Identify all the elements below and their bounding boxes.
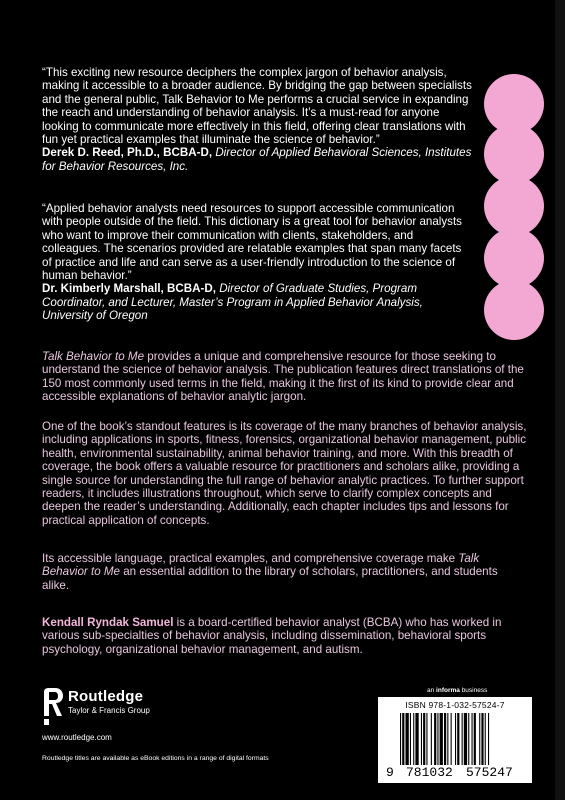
barcode-bar — [479, 713, 480, 765]
publisher-name: Routledge — [68, 688, 144, 705]
barcode-bar — [451, 713, 452, 765]
barcode-bar — [437, 713, 438, 765]
routledge-logo — [42, 686, 202, 730]
barcode-bar — [488, 713, 489, 765]
description-paragraph-1 — [42, 350, 527, 404]
paragraph-text: an essential addition to the library of scholars, practitioners, and students alike. — [42, 565, 498, 592]
description-paragraph-2: One of the book’s standout features is its coverage of the many branches of behavior analysis, including applications in sports, fitness, forensics, organizational behavior management, public health, environmental sustainability, animal behavior training, and more. With this breadth of coverage, the book offers a valuable resource for practitioners and scholars alike, providing a single source for understanding the full range of behavior analytic practices. To further support readers, it includes illustrations throughout, which serve to clarify complex concepts and deepen the reader’s understanding. Additionally, each chapter includes tips and lessons for practical application of concepts. — [42, 420, 527, 527]
author-bio-text: is a board-certified behavior analyst (BCBA) who has worked in various sub-specialties of behavior analysis, including dissemination, behavioral sports psychology, organizational behavior management, and autism. — [42, 616, 502, 656]
endorsement-quote-2 — [42, 202, 472, 323]
pink-circle-decoration — [484, 228, 544, 288]
barcode-bar — [444, 713, 446, 765]
informa-business-label: an informa business — [427, 687, 488, 694]
barcode-bar — [406, 713, 409, 765]
quote-attribution — [42, 146, 472, 173]
barcode-bar — [440, 713, 443, 765]
isbn-barcode — [378, 697, 532, 783]
quote-attribution — [42, 282, 472, 322]
barcode-bar — [431, 713, 432, 765]
isbn-number: ISBN 978-1-032-57524-7 — [405, 700, 505, 710]
informa-wordmark: informa — [436, 687, 460, 694]
barcode-bars-icon — [400, 713, 524, 765]
quote-author: Dr. Kimberly Marshall, BCBA-D, — [42, 282, 216, 296]
barcode-bar — [472, 713, 473, 765]
barcode-digit-first: 9 — [386, 765, 394, 780]
barcode-bar — [421, 713, 422, 765]
paragraph-text: Its accessible language, practical examples, and comprehensive coverage make — [42, 552, 459, 565]
barcode-bar — [426, 713, 427, 765]
barcode-bar — [474, 713, 476, 765]
barcode-bar — [413, 713, 414, 765]
barcode-bar — [415, 713, 418, 765]
author-name: Kendall Ryndak Samuel — [42, 616, 174, 629]
barcode-bar — [457, 713, 459, 765]
paragraph-text: provides a unique and comprehensive resource for those seeking to understand the science of behavior analysis. The publication features direct translations of the 150 most commonly used terms in the field, making it the first of its kind to provide clear and accessible explanations of behavior analytic jargon. — [42, 350, 524, 404]
barcode-bar — [434, 713, 436, 765]
quote-author-role: Director of Graduate Studies, Program Coordinator, and Lecturer, Master’s Program in Applied Behavior Analysis, University of Oregon — [42, 282, 423, 323]
barcode-digit-group: 575247 — [466, 765, 513, 780]
quote-author-role: Director of Applied Behavioral Sciences, Institutes for Behavior Resources, Inc. — [42, 146, 472, 173]
pink-circle-decoration — [484, 176, 544, 236]
publisher-group: Taylor & Francis Group — [68, 706, 150, 715]
description-paragraph-3 — [42, 552, 527, 592]
publisher-url: www.routledge.com — [42, 733, 112, 742]
quote-text: “This exciting new resource deciphers the complex jargon of behavior analysis, making it accessible to a broader audience. By bridging the gap between specialists and the general public, Talk Behavior to Me performs a crucial service in expanding the reach and understanding of behavior analysis. It’s a must-read for anyone looking to communicate more effectively in this field, offering clear translations with fun yet practical examples that illuminate the science of behavior.” — [42, 66, 472, 147]
ebook-availability-note: Routledge titles are available as eBook editions in a range of digital formats — [42, 755, 269, 762]
endorsement-quote-1 — [42, 66, 472, 173]
barcode-bar — [402, 713, 404, 765]
edge-strip — [555, 0, 565, 800]
quote-author: Derek D. Reed, Ph.D., BCBA-D, — [42, 146, 213, 160]
barcode-bar — [481, 713, 483, 765]
barcode-bar — [464, 713, 467, 765]
barcode-bar — [400, 713, 401, 765]
quote-text: “Applied behavior analysts need resources to support accessible communication with people outside of the field. This dictionary is a great tool for behavior analysts who want to improve their communication with clients, stakeholders, and colleagues. The scenarios provided are relatable examples that span many facets of practice and life and can serve as a user-friendly introduction to the science of human behavior.” — [42, 202, 462, 283]
barcode-bar — [485, 713, 486, 765]
barcode-bar — [410, 713, 411, 765]
routledge-logo-icon — [42, 686, 64, 726]
barcode-bar — [468, 713, 469, 765]
barcode-bar — [423, 713, 425, 765]
pink-circle-decoration — [484, 124, 544, 184]
barcode-digit-group: 781032 — [406, 765, 453, 780]
barcode-bar — [455, 713, 456, 765]
barcode-bar — [462, 713, 463, 765]
book-title: Talk Behavior to Me — [42, 350, 145, 363]
pink-circle-decoration — [484, 280, 544, 340]
book-title: Talk Behavior to Me — [42, 552, 480, 579]
author-bio — [42, 616, 527, 656]
barcode-bar — [447, 713, 448, 765]
